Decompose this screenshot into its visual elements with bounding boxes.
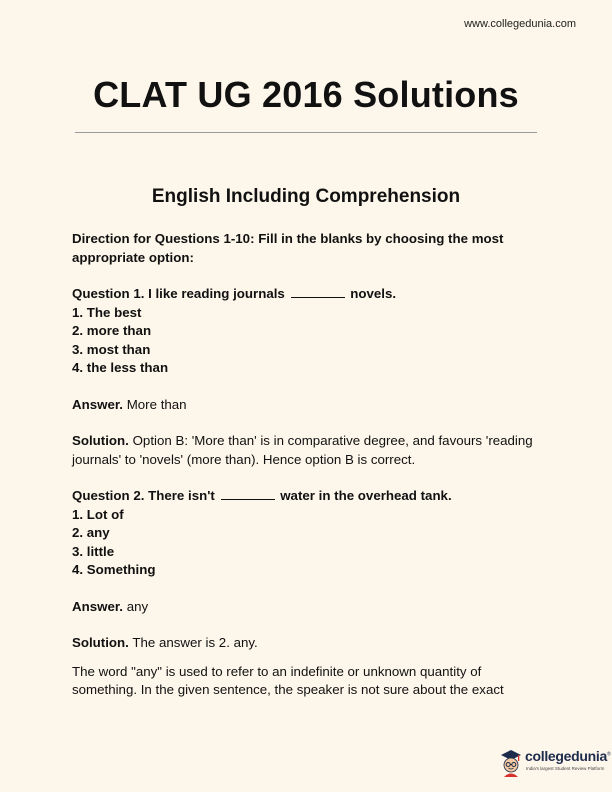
solution-label: Solution.	[72, 433, 129, 448]
question-2-option-4: 4. Something	[72, 562, 156, 577]
site-url[interactable]: www.collegedunia.com	[464, 18, 576, 30]
question-1	[72, 285, 542, 304]
question-1-blank	[291, 285, 345, 298]
answer-text: any	[126, 598, 149, 614]
question-2-explanation: The word "any" is used to refer to an indefinite or unknown quantity of something. In the given sentence, the speaker is not sure about the exact	[72, 663, 504, 697]
question-2-prefix: Question 2. There isn't	[72, 488, 215, 503]
direction-text: Direction for Questions 1-10: Fill in the blanks by choosing the most appropriate option:	[72, 231, 504, 265]
answer-label: Answer.	[72, 598, 123, 614]
logo-tagline: India's largest Student Review Platform	[526, 766, 605, 771]
solution-text: Option B: 'More than' is in comparative degree, and favours 'reading journals' to 'novels' (more than). Hence option B is correct.	[72, 433, 533, 467]
solution-label: Solution.	[72, 635, 129, 650]
question-1-option-1: 1. The best	[72, 304, 142, 320]
question-1-option-2: 2. more than	[72, 323, 152, 338]
question-2-option-2: 2. any	[72, 525, 110, 540]
mascot-icon	[498, 747, 524, 777]
question-1-suffix: novels.	[350, 286, 397, 301]
question-1-prefix: Question 1. I like reading journals	[72, 286, 285, 301]
document-title: CLAT UG 2016 Solutions	[93, 74, 519, 115]
section-title: English Including Comprehension	[151, 186, 461, 207]
question-2-blank	[221, 487, 275, 500]
answer-text: More than	[126, 396, 187, 412]
collegedunia-logo[interactable]	[498, 745, 611, 781]
logo-wordmark: collegedunia®	[525, 748, 611, 764]
solution-text: The answer is 2. any.	[132, 635, 258, 650]
answer-label: Answer.	[72, 396, 123, 412]
question-2-solution	[72, 634, 542, 653]
question-1-option-3: 3. most than	[72, 341, 151, 357]
question-1-option-4: 4. the less than	[72, 360, 169, 375]
title-divider	[75, 132, 537, 133]
question-1-solution	[72, 432, 542, 469]
question-2-option-1: 1. Lot of	[72, 506, 124, 522]
question-1-answer	[72, 396, 542, 415]
document-body	[72, 230, 542, 700]
question-2-suffix: water in the overhead tank.	[280, 488, 452, 503]
question-2	[72, 487, 542, 506]
question-2-option-3: 3. little	[72, 543, 115, 559]
question-2-answer	[72, 598, 542, 617]
